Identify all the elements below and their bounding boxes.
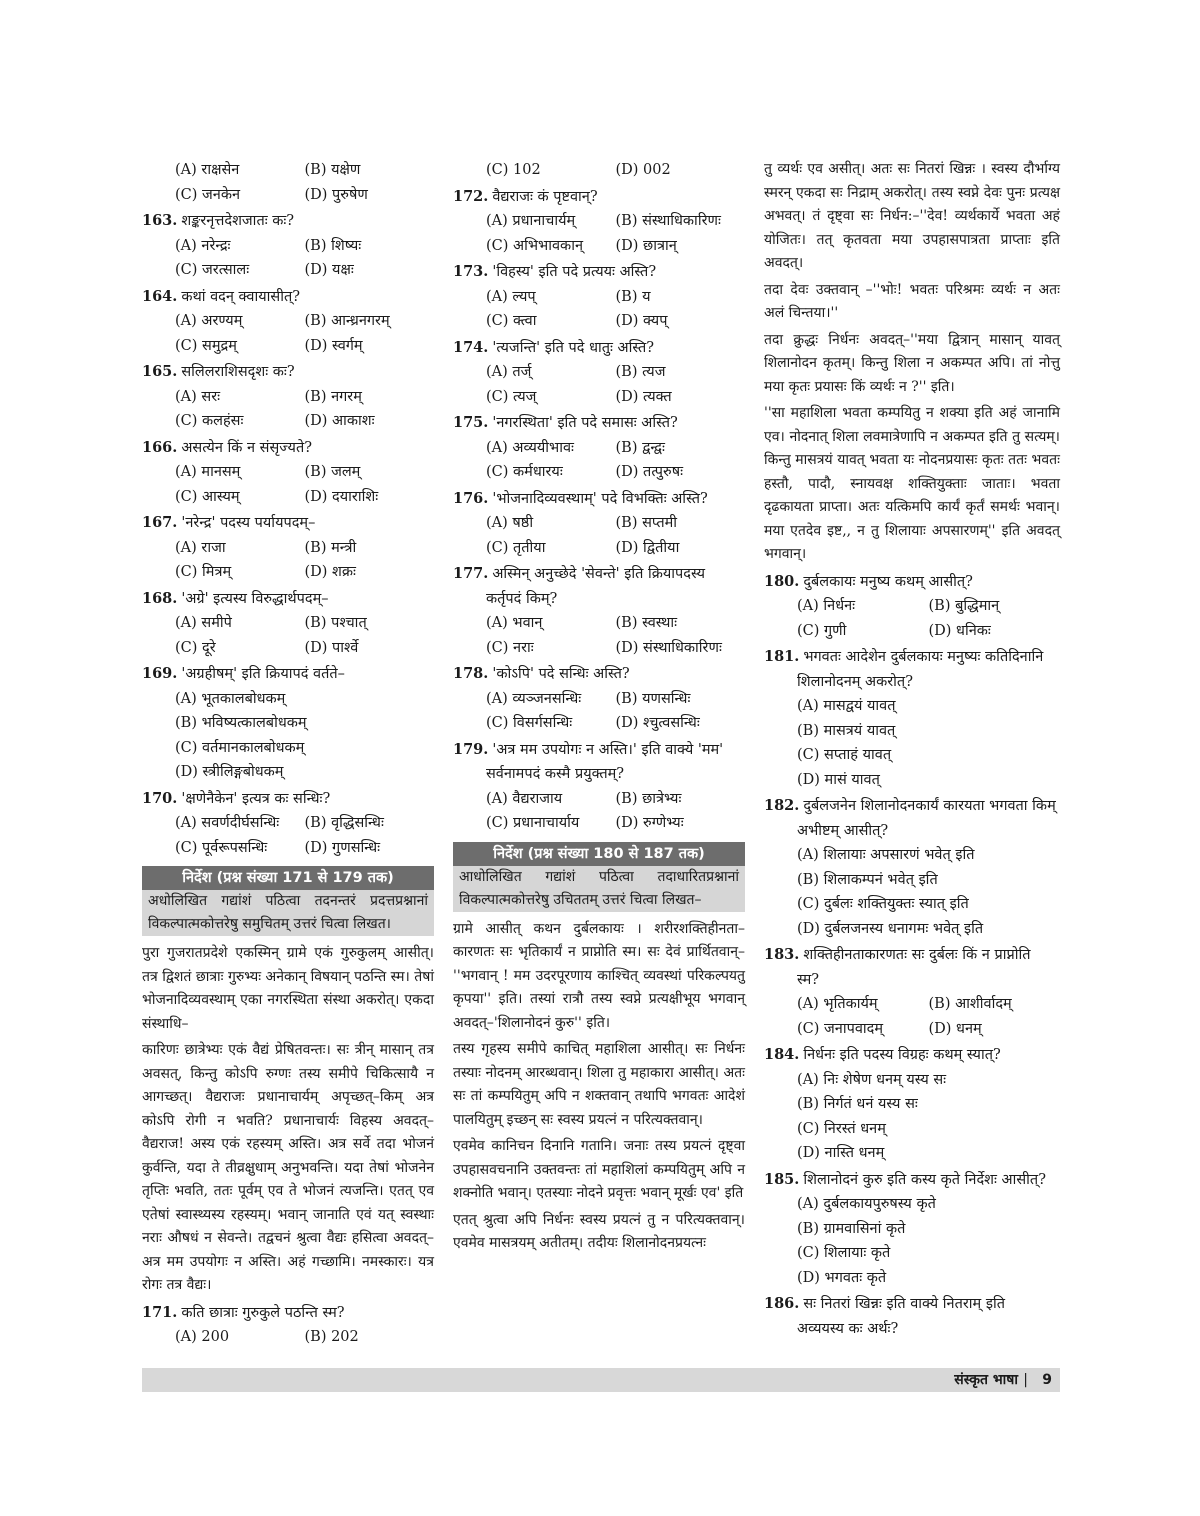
question-number: 170. [142, 789, 178, 807]
answer-option: (D) धनिकः [928, 622, 991, 639]
answer-option: (C) शिलायाः कृते [797, 1245, 891, 1261]
answer-option: (D) द्वितीया [615, 539, 680, 556]
answer-option: (B) संस्थाधिकारिणः [615, 213, 721, 229]
question-number: 185. [764, 1170, 800, 1188]
question-number: 182. [764, 797, 800, 814]
question-text: 'कोऽपि' पदे सन्धिः अस्ति? [492, 666, 630, 682]
option-list [764, 1068, 1060, 1166]
question-item [764, 943, 1060, 1041]
question-number: 181. [764, 648, 800, 665]
column-left [142, 158, 434, 1352]
answer-option: (B) भविष्यत्कालबोधकम् [175, 715, 307, 731]
question-item [764, 1168, 1060, 1291]
answer-option: (B) यक्षेण [304, 162, 361, 178]
question-number: 173. [453, 263, 489, 280]
answer-option: (B) सप्तमी [615, 515, 678, 531]
question-item [764, 570, 1060, 644]
question-number: 180. [764, 572, 800, 590]
answer-option: (A) व्यञ्जनसन्धिः [486, 690, 582, 707]
question-text: सलिलराशिसदृशः कः? [181, 364, 295, 380]
answer-option: (C) पूर्वरूपसन्धिः [175, 839, 268, 856]
option-list [764, 694, 1060, 792]
question-text: 'अग्रहीषम्' इति क्रियापदं वर्तते– [181, 666, 345, 682]
answer-option: (C) विसर्गसन्धिः [486, 715, 573, 731]
answer-option: (A) राजा [175, 539, 226, 556]
question-text: भगवतः आदेशेन दुर्बलकायः मनुष्यः कतिदिनानि [803, 649, 1044, 665]
question-number: 168. [142, 589, 178, 607]
answer-option: (D) श्चुत्वसन्धिः [615, 715, 700, 731]
answer-option: (B) य [615, 288, 651, 305]
answer-option: (D) यक्षः [304, 262, 354, 278]
question-text: 'नरेन्द्र' पदस्य पर्यायपदम्– [181, 515, 316, 531]
answer-option: (A) भृतिकार्यम् [797, 996, 878, 1012]
answer-option: (B) शिलाकम्पनं भवेत् इति [797, 871, 938, 888]
answer-option: (B) यणसन्धिः [615, 690, 691, 707]
answer-option: (C) त्यज् [486, 388, 537, 405]
question-text: 'भोजनादिव्यवस्थाम्' पदे विभक्तिः अस्ति? [492, 490, 708, 507]
answer-option: (C) गुणी [797, 622, 847, 639]
passage-paragraph: एवमेव कानिचन दिनानि गतानि। जनाः तस्य प्रयत्नं दृष्ट्वा उपहासवचनानि उक्तवन्तः तां महाशिलां कम्पयितुम् अपि न शक्नोति भवान्। एतस्याः नोदने प्रवृत्तः भवान् मूर्खः एव' इति [453, 1138, 745, 1201]
answer-option: (B) मासत्रयं यावत् [797, 722, 896, 739]
answer-option: (D) दयाराशिः [304, 488, 379, 505]
answer-option: (A) 200 [175, 1329, 230, 1345]
question-item [142, 511, 434, 585]
answer-option: (B) मन्त्री [304, 539, 357, 556]
option-list [453, 285, 745, 334]
option-list [142, 811, 434, 860]
question-stem [764, 1043, 1060, 1068]
answer-option: (C) प्रधानाचार्याय [486, 815, 580, 831]
answer-option: (B) 202 [304, 1329, 359, 1345]
option-list [142, 158, 434, 207]
question-text: निर्धनः इति पदस्य विग्रहः कथम् स्यात्? [803, 1047, 1001, 1063]
option-list [453, 209, 745, 258]
question-number: 179. [453, 740, 489, 758]
option-list [142, 536, 434, 585]
answer-option: (B) पश्चात् [304, 615, 367, 631]
answer-option: (A) निः शेषेण धनम् यस्य सः [797, 1071, 947, 1088]
question-item [142, 360, 434, 434]
question-number: 163. [142, 212, 178, 229]
question-number: 172. [453, 187, 489, 205]
footer-separator: | [1023, 1372, 1028, 1388]
book-title: संस्कृत भाषा [954, 1372, 1018, 1388]
question-stem [764, 645, 1060, 670]
question-stem [142, 587, 434, 612]
question-item [453, 158, 745, 183]
answer-option: (C) दूरे [175, 639, 216, 656]
answer-option: (A) नरेन्द्रः [175, 237, 231, 254]
question-item [453, 487, 745, 561]
question-item [764, 1292, 1060, 1341]
answer-option: (D) तत्पुरुषः [615, 464, 684, 480]
answer-option: (C) सप्ताहं यावत् [797, 747, 892, 763]
answer-option: (A) मासद्वयं यावत् [797, 698, 896, 714]
question-stem [453, 336, 745, 361]
answer-option: (D) आकाशः [304, 413, 375, 429]
option-list [453, 787, 745, 836]
question-item [764, 1043, 1060, 1166]
passage [453, 918, 745, 1256]
passage-paragraph: ग्रामे आसीत् कथन दुर्बलकायः । शरीरशक्तिहीनता–कारणतः सः भृतिकार्यं न प्राप्नोति स्म। सः देवं प्रार्थितवान्– ''भगवान् ! मम उदरपूरणाय काश्चित् व्यवस्थां परिकल्पयतु कृपया'' इति। तस्यां रात्रौ तस्य स्वप्ने प्रत्यक्षीभूय भगवान् अवदत्–'शिलानोदनं कुरु'' इति। [453, 920, 745, 1031]
answer-option: (A) समीपे [175, 615, 232, 631]
question-text-continued: सर्वनामपदं कस्मै प्रयुक्तम्? [486, 766, 625, 782]
question-stem [142, 285, 434, 310]
answer-option: (A) शिलायाः अपसारणं भवेत् इति [797, 847, 975, 863]
passage-paragraph: तस्य गृहस्य समीपे काचित् महाशिला आसीत्। सः निर्धनः तस्याः नोदनम् आरब्धवान्। शिला तु महाकारा आसीत्। अतः सः तां कम्पयितुम् अपि न शक्तवान् तथापि भगवतः आदेशं पालयितुम् इच्छन् सः स्वस्य प्रयत्नं न परित्यक्तवान्। [453, 1041, 745, 1128]
answer-option: (D) क्यप् [615, 313, 668, 329]
question-stem [453, 185, 745, 210]
question-stem [453, 260, 745, 285]
question-stem [764, 794, 1060, 819]
option-list [764, 594, 1060, 643]
answer-option: (D) भगवतः कृते [797, 1269, 887, 1286]
question-item [142, 587, 434, 661]
question-item [453, 336, 745, 410]
question-item [142, 158, 434, 207]
question-item [764, 794, 1060, 941]
answer-option: (B) वृद्धिसन्धिः [304, 815, 384, 831]
answer-option: (A) दुर्बलकायपुरुषस्य कृते [797, 1196, 936, 1212]
page-footer [142, 1368, 1060, 1392]
question-item [453, 738, 745, 836]
option-list [453, 436, 745, 485]
answer-option: (A) तर्ज् [486, 364, 532, 380]
option-list [453, 687, 745, 736]
question-number: 177. [453, 565, 489, 582]
question-number: 166. [142, 438, 178, 456]
option-list [453, 158, 745, 183]
option-list [453, 511, 745, 560]
question-stem [142, 209, 434, 234]
question-stem [764, 1292, 1060, 1317]
answer-option: (A) राक्षसेन [175, 162, 240, 178]
question-text: दुर्बलकायः मनुष्य कथम् आसीत्? [803, 573, 973, 590]
answer-option: (A) मानसम् [175, 464, 241, 480]
answer-option: (A) सरः [175, 388, 221, 405]
question-text: 'नगरस्थिता' इति पदे समासः अस्ति? [492, 415, 678, 431]
answer-option: (C) निरस्तं धनम् [797, 1120, 886, 1137]
question-text-continued: स्म? [797, 971, 820, 988]
option-list [142, 309, 434, 358]
answer-option: (C) वर्तमानकालबोधकम् [175, 739, 305, 756]
option-list [764, 843, 1060, 941]
answer-option: (D) 002 [615, 162, 671, 178]
answer-option: (C) मित्रम् [175, 564, 232, 580]
question-item [453, 562, 745, 660]
question-item [142, 662, 434, 785]
option-list [764, 1192, 1060, 1290]
question-item [453, 185, 745, 259]
question-list [142, 1301, 434, 1350]
question-item [453, 260, 745, 334]
answer-option: (D) छात्रान् [615, 237, 677, 254]
option-list [142, 611, 434, 660]
question-number: 184. [764, 1046, 800, 1063]
directions-heading: निर्देश (प्रश्न संख्या 180 से 187 तक) [453, 842, 745, 866]
option-list [142, 234, 434, 283]
answer-option: (A) ल्यप् [486, 288, 536, 305]
question-list [142, 158, 434, 860]
question-stem [142, 662, 434, 687]
answer-option: (C) दुर्बलः शक्तियुक्तः स्यात् इति [797, 896, 969, 912]
option-list [453, 611, 745, 660]
answer-option: (B) ग्रामवासिनां कृते [797, 1220, 906, 1237]
question-text: शिलानोदनं कुरु इति कस्य कृते निर्देशः आसीत्? [803, 1171, 1046, 1188]
directions-heading: निर्देश (प्रश्न संख्या 171 से 179 तक) [142, 866, 434, 890]
question-item [453, 411, 745, 485]
question-text: दुर्बलजनेन शिलानोदनकार्यं कारयता भगवता किम् [803, 798, 1056, 814]
question-number: 186. [764, 1295, 800, 1312]
question-text: असत्येन किं न संसृज्यते? [181, 439, 312, 456]
passage-paragraph: ''सा महाशिला भवता कम्पयितु न शक्या इति अहं जानामि एव। नोदनात् शिला लवमात्रेणापि न अकम्पत इति तु सत्यम्। किन्तु मासत्रयं यावत् भवता यः नोदनप्रयासः कृतः ततः भवतः हस्तौ, पादौ, स्नायवक्ष शक्तियुक्ताः जाताः। भवता दृढकायता प्राप्ता। अतः यत्किमपि कार्यं कृर्तं समर्थः भवान्। मया एतदेव इष्ट,, न तु शिलायाः अपसारणम्'' इति अवदत् भगवान्। [764, 405, 1060, 562]
answer-option: (A) वैद्यराजाय [486, 790, 563, 807]
answer-option: (B) निर्गतं धनं यस्य सः [797, 1096, 918, 1112]
question-text: वैद्यराजः कं पृष्टवान्? [492, 188, 598, 205]
question-stem [764, 570, 1060, 595]
answer-option: (D) पुरुषेण [304, 186, 368, 203]
question-number: 169. [142, 665, 178, 682]
answer-option: (B) आन्ध्रनगरम् [304, 313, 390, 329]
answer-option: (D) नास्ति धनम् [797, 1145, 885, 1161]
question-item [142, 436, 434, 510]
passage-paragraph: पुरा गुजरातप्रदेशे एकस्मिन् ग्रामे एकं गुरुकुलम् आसीत्। तत्र द्विशतं छात्राः गुरुभ्यः अनेकान् विषयान् पठन्ति स्म। तेषां भोजनादिव्यवस्थाम् एका नगरस्थिता संस्था अकरोत्। एकदा संस्थाधि– [142, 945, 434, 1032]
question-stem [142, 787, 434, 812]
answer-option: (D) मासं यावत् [797, 771, 880, 788]
answer-option: (D) स्वर्गम् [304, 337, 363, 354]
question-stem [142, 511, 434, 536]
question-item [142, 285, 434, 359]
option-list [764, 992, 1060, 1041]
answer-option: (C) जनकेन [175, 186, 241, 203]
question-text: कथां वदन् क्वायासीत्? [181, 288, 300, 305]
question-text: 'क्षणेनैकेन' इत्यत्र कः सन्धिः? [181, 790, 331, 807]
answer-option: (C) जनापवादम् [797, 1020, 884, 1037]
answer-option: (C) कलहंसः [175, 413, 244, 429]
option-list [142, 460, 434, 509]
passage [142, 942, 434, 1298]
question-text: 'विहस्य' इति पदे प्रत्ययः अस्ति? [492, 264, 657, 280]
answer-option: (C) तृतीया [486, 539, 546, 556]
answer-option: (B) छात्रेभ्यः [615, 790, 682, 807]
passage-paragraph: तु व्यर्थः एव असीत्। अतः सः नितरां खिन्नः । स्वस्य दौर्भाग्य स्मरन् एकदा सः निद्राम् अकरोत्। तस्य स्वप्ने देवः पुनः प्रत्यक्ष अभवत्। तं दृष्ट्वा सः निर्धन:–''देव! व्यर्थकार्ये भवता अहं योजितः। तत् कृतवता मया उपहासपात्रता प्राप्ताः इति अवदत्। [764, 161, 1060, 271]
question-stem [453, 662, 745, 687]
question-text: अस्मिन् अनुच्छेदे 'सेवन्ते' इति क्रियापदस्य [492, 566, 706, 582]
question-text: सः नितरां खिन्नः इति वाक्ये नितराम् इति [803, 1296, 1005, 1312]
answer-option: (D) पार्श्वे [304, 639, 359, 656]
question-text-continued: कर्तृपदं किम्? [486, 590, 558, 607]
passage-paragraph: कारिणः छात्रेभ्यः एकं वैद्यं प्रेषितवन्तः। सः त्रीन् मासान् तत्र अवसत्, किन्तु कोऽपि रुग्णः तस्य समीपे चिकित्सायै न आगच्छत्। वैद्यराजः प्रधानाचार्यम् अपृच्छत्–किम् अत्र कोऽपि रोगी न भवति? प्रधानाचार्यः विहस्य अवदत्–वैद्यराज! अस्य एकं रहस्यम् अस्ति। अत्र सर्वे तदा भोजनं कुर्वन्ति, यदा ते तीव्रक्षुधाम् अनुभवन्ति। यदा तेषां भोजनेन तृप्तिः भवति, ततः पूर्वम् एव ते भोजनं त्यजन्ति। एतत् एव एतेषां स्वास्थ्यस्य रहस्यम्। भवान् जानाति एवं यत् स्वस्थाः नराः औषधं न सेवन्ते। तद्वचनं श्रुत्वा वैद्यः हसित्वा अवदत्–अत्र मम उपयोगः न अस्ति। अहं गच्छामि। नमस्कारः। यत्र रोगः तत्र वैद्यः। [142, 1042, 434, 1293]
directions-text: आधोलिखित गद्यांशं पठित्वा तदाधारितप्रश्नानां विकल्पात्मकोत्तरेषु उचिततम् उत्तरं चित्वा लिखत– [453, 866, 745, 912]
question-list [764, 570, 1060, 1342]
answer-option: (B) द्वन्द्वः [615, 439, 665, 456]
question-text-continued: अभीष्टम् आसीत्? [797, 822, 889, 839]
answer-option: (B) बुद्धिमान् [928, 598, 1000, 614]
question-item [142, 209, 434, 283]
question-item [764, 645, 1060, 792]
answer-option: (D) शक्रः [304, 564, 356, 580]
question-number: 183. [764, 946, 800, 963]
answer-option: (D) स्त्रीलिङ्गबोधकम् [175, 764, 284, 780]
answer-option: (D) रुग्णेभ्यः [615, 815, 684, 831]
question-number: 178. [453, 665, 489, 682]
directions-text: अधोलिखित गद्यांशं पठित्वा तदनन्तरं प्रदत्तप्रश्नानां विकल्पात्मकोत्तरेषु समुचितम् उत्तरं चित्वा लिखत। [142, 890, 434, 936]
answer-option: (C) नराः [486, 639, 534, 656]
page-number: 9 [1042, 1372, 1052, 1388]
question-stem [142, 1301, 434, 1326]
question-list [453, 158, 745, 836]
option-list [453, 360, 745, 409]
question-stem [142, 436, 434, 461]
question-stem [764, 1168, 1060, 1193]
passage [764, 158, 1060, 567]
answer-option: (C) कर्मधारयः [486, 464, 563, 480]
option-list [142, 1325, 434, 1350]
answer-option: (D) संस्थाधिकारिणः [615, 639, 722, 656]
answer-option: (B) नगरम् [304, 388, 362, 405]
question-number: 171. [142, 1303, 178, 1321]
answer-option: (A) निर्धनः [797, 598, 856, 614]
option-list [142, 385, 434, 434]
question-number: 175. [453, 414, 489, 431]
answer-option: (D) त्यक्त [615, 388, 672, 405]
answer-option: (A) भूतकालबोधकम् [175, 690, 286, 707]
question-number: 176. [453, 489, 489, 507]
question-text-continued: शिलानोदनम् अकरोत्? [797, 673, 913, 690]
passage-paragraph: तदा देवः उक्तवान् –''भोः! भवतः परिश्रमः व्यर्थः न अतः अलं चिन्तया।'' [764, 281, 1060, 321]
answer-option: (A) अव्ययीभावः [486, 439, 574, 456]
question-text: 'अग्रे' इत्यस्य विरुद्धार्थपदम्– [181, 590, 329, 607]
answer-option: (A) प्रधानाचार्यम् [486, 213, 576, 229]
answer-option: (B) त्यज [615, 364, 666, 380]
question-text: कति छात्राः गुरुकुले पठन्ति स्म? [181, 1304, 345, 1321]
question-text-continued: अव्ययस्य कः अर्थः? [797, 1320, 899, 1337]
question-item [142, 787, 434, 861]
question-text: 'त्यजन्ति' इति पदे धातुः अस्ति? [492, 339, 655, 356]
answer-option: (A) षष्ठी [486, 515, 534, 531]
column-middle [453, 158, 745, 1259]
answer-option: (A) भवान् [486, 615, 543, 631]
question-stem [453, 738, 745, 763]
passage-paragraph: तदा क्रुद्धः निर्धनः अवदत्–''मया द्वित्रान् मासान् यावत् शिलानोदन कृतम्। किन्तु शिला न अकम्पत अपि। तां नोत्तु मया कृतः प्रयासः किं व्यर्थः न ?'' इति। [764, 331, 1060, 395]
answer-option: (C) अभिभावकान् [486, 237, 583, 254]
answer-option: (C) जरत्सालः [175, 262, 250, 278]
question-number: 174. [453, 338, 489, 356]
question-stem [453, 562, 745, 587]
answer-option: (C) समुद्रम् [175, 337, 237, 354]
answer-option: (D) गुणसन्धिः [304, 839, 381, 856]
answer-option: (B) आशीर्वादम् [928, 996, 1012, 1012]
answer-option: (B) जलम् [304, 464, 361, 480]
question-stem [142, 360, 434, 385]
option-list [142, 687, 434, 785]
question-item [142, 1301, 434, 1350]
question-stem [453, 487, 745, 512]
column-right [764, 158, 1060, 1343]
answer-option: (D) दुर्बलजनस्य धनागमः भवेत् इति [797, 920, 984, 937]
question-text: शङ्करनृत्तदेशजातः कः? [181, 213, 295, 229]
answer-option: (A) अरण्यम् [175, 313, 243, 329]
passage-paragraph: एतत् श्रुत्वा अपि निर्धनः स्वस्य प्रयत्नं तु न परित्यक्तवान्। एवमेव मासत्रयम् अतीतम्। तदीयः शिलानोदनप्रयत्नः [453, 1211, 745, 1251]
question-item [453, 662, 745, 736]
answer-option: (B) स्वस्थाः [615, 615, 678, 631]
question-stem [453, 411, 745, 436]
question-text: शक्तिहीनताकारणतः सः दुर्बलः किं न प्राप्नोति [803, 947, 1031, 963]
question-number: 167. [142, 514, 178, 531]
question-number: 164. [142, 287, 178, 305]
answer-option: (A) सवर्णदीर्घसन्धिः [175, 815, 280, 831]
answer-option: (C) 102 [486, 162, 541, 178]
answer-option: (B) शिष्यः [304, 237, 362, 254]
answer-option: (C) क्त्वा [486, 313, 537, 329]
question-number: 165. [142, 363, 178, 380]
answer-option: (D) धनम् [928, 1020, 982, 1037]
question-stem [764, 943, 1060, 968]
answer-option: (C) आस्यम् [175, 488, 240, 505]
question-text: 'अत्र मम उपयोगः न अस्ति।' इति वाक्ये 'मम' [492, 741, 724, 758]
